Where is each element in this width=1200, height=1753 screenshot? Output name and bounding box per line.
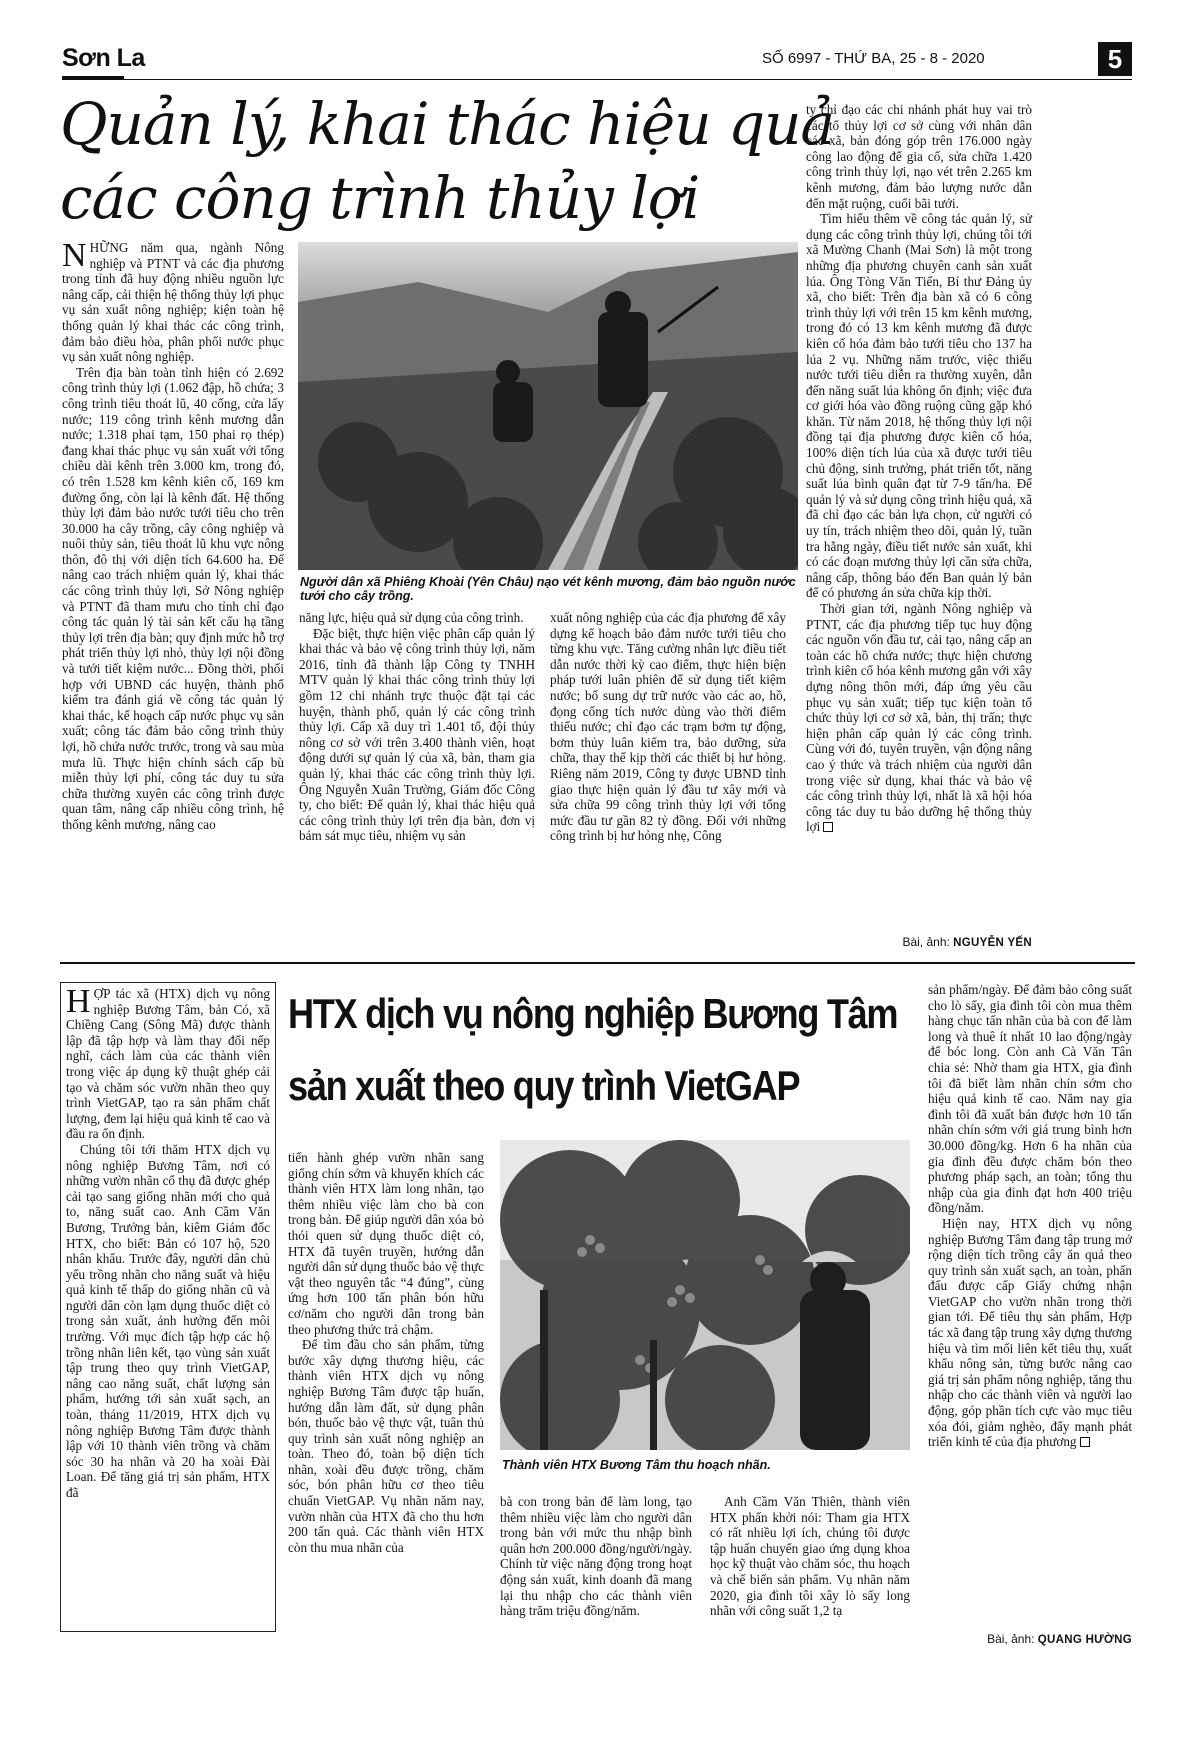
article2-paragraph — [928, 1216, 1132, 1450]
article1-title-line2: các công trình thủy lợi — [60, 164, 700, 232]
article2-column-5 — [928, 982, 1132, 1622]
article1-paragraph: Trên địa bàn toàn tỉnh hiện có 2.692 công trình thủy lợi (1.062 đập, hồ chứa; 3 công trình tiêu thoát lũ, 40 cống, cửa lấy nước; 119 công trình kênh mương dẫn nước; 1.318 phai tạm, 150 phai rọ thép) đang khai thác phục vụ sản xuất với tổng chiều dài kênh trên 3.000 km, trong đó, có trên 1.528 km kênh kiên cố, 169 km đường ống, còn lại là kênh đất. Hệ thống thủy lợi đảm bảo nước tưới tiêu cho trên 30.000 ha cây trồng, cây công nghiệp và nuôi thủy sản, tiêu thoát lũ khu vực nông thôn, đô thị với diện tích 64.600 ha. Để nâng cao trách nhiệm quản lý, khai thác các công trình thủy lợi, Sở Nông nghiệp và PTNT đã tham mưu cho tỉnh chỉ đạo công tác quản lý tài sản kết cấu hạ tầng thủy lợi trên địa bàn; quy định mức hỗ trợ phát triển thủy lợi nhỏ, thủy lợi nội đồng và tưới tiết kiệm nước... Đồng thời, phối hợp với UBND các huyện, thành phố kiểm tra đánh giá về công tác quản lý khai thác, kế hoạch cấp nước phục vụ sản xuất; công tác đảm bảo công trình thủy lợi, hồ chứa nước trước, trong và sau mùa mưa lũ. Thực hiện chính sách cấp bù miễn thủy lợi phí, công tác duy tu sửa chữa thường xuyên các công trình được quan tâm, nâng cấp nhiều công trình, hệ thống kênh mương, nâng cao — [62, 364, 284, 832]
article2-dropcap: H — [66, 983, 91, 1020]
byline-prefix: Bài, ảnh: — [902, 935, 954, 949]
header-rule — [62, 79, 1132, 80]
end-mark-icon — [823, 822, 833, 832]
article1-byline — [880, 935, 1032, 949]
irrigation-canal-image — [298, 242, 798, 570]
article1-photo-caption: Người dân xã Phiêng Khoài (Yên Châu) nạo vét kênh mương, đảm bảo nguồn nước tưới cho cây trồng. — [300, 575, 796, 603]
article2-column-3 — [500, 1494, 692, 1634]
article2-paragraph: ỢP tác xã (HTX) dịch vụ nông nghiệp Bương Tâm, bản Có, xã Chiềng Cang (Sông Mã) được thành lập đã tập hợp và làm thay đổi nếp nghĩ, cách làm của các thành viên trong việc áp dụng kỹ thuật ghép cải tạo và chăm sóc vườn nhãn theo quy trình VietGAP, tạo ra sản phẩm chất lượng, đem lại hiệu quả kinh tế cao và đầu ra ổn định. — [66, 986, 270, 1142]
article2-paragraph: tiến hành ghép vườn nhãn sang giống chín sớm và khuyến khích các thành viên HTX làm long nhãn, tạo thêm nhiều việc làm cho bà con trong bản. Để giúp người dân xóa bỏ thói quen sử dụng thuốc diệt cỏ, HTX đã tuyên truyền, hướng dẫn người dân sử dụng thuốc bảo vệ thực vật theo nguyên tắc “4 đúng”, cùng ứng hơn 100 tấn phân bón hữu cơ/năm cho người dân trong bản theo phương thức trả chậm. — [288, 1150, 484, 1337]
article2-paragraph: bà con trong bản để làm long, tạo thêm nhiều việc làm cho người dân trong bản với mức thu nhập bình quân hơn 200.000 đồng/người/ngày. Chính từ việc năng động trong hoạt động sản xuất, kinh doanh đã mang lại thu nhập cho các thành viên hàng trăm triệu đồng/năm. — [500, 1494, 692, 1619]
article1-column-3 — [550, 610, 786, 930]
article1-paragraph: xuất nông nghiệp của các địa phương để xây dựng kế hoạch bảo đảm nước tưới tiêu cho từng khu vực. Tăng cường nhân lực điều tiết dẫn nước thời kỳ cao điểm, thực hiện biện pháp tưới luân phiên để sử dụng tiết kiệm nước; bổ sung dự trữ nước vào các ao, hồ, đọng cống tích nước dùng vào thời điểm thiếu nước; chỉ đạo các trạm bơm tự động, bơm thủy luân kiểm tra, bảo dưỡng, sửa chữa, thay thế kịp thời các thiết bị hư hỏng. Riêng năm 2019, Công ty được UBND tỉnh giao thực hiện quản lý đầu tư xây mới và sửa chữa 99 công trình thủy lợi với tổng mức đầu tư gần 82 tỷ đồng. Đối với những công trình bị hư hỏng nhẹ, Công — [550, 610, 786, 844]
section-name: Sơn La — [62, 44, 145, 72]
article1-last-paragraph: Thời gian tới, ngành Nông nghiệp và PTNT, các địa phương tiếp tục huy động các nguồn vốn đầu tư, cải tạo, nâng cấp an toàn các hồ chứa nước; thực hiện chương trình kiên cố hóa kênh mương gắn với xây dựng nông thôn mới, đáp ứng yêu cầu phục vụ sản xuất; tiếp tục kiện toàn tổ chức thủy lợi cơ sở xã, bản, thị trấn; thực hiện phân cấp quản lý các công trình. Cùng với đó, tuyên truyền, vận động nâng cao ý thức và trách nhiệm của người dân trong việc sử dụng, khai thác và bảo vệ các công trình thủy lợi, nhất là xã hội hóa công tác duy tu bảo dưỡng hệ thống thủy lợi — [806, 601, 1032, 835]
article1-column-1 — [62, 237, 284, 930]
article2-column-1 — [66, 983, 270, 1626]
article1-paragraph: Tìm hiểu thêm về công tác quản lý, sử dụng các công trình thủy lợi, chúng tôi tới xã Mường Chanh (Mai Sơn) là một trong những địa phương chuyên canh sản xuất lúa. Ông Tòng Văn Tiến, Bí thư Đảng ủy xã, cho biết: Trên địa bàn xã có 6 công trình thủy lợi với trên 15 km kênh mương, trong đó có 13 km kênh mương đã được kiên cố hóa đảm bảo tưới tiêu cho 137 ha lúa 2 vụ. Những năm trước, việc thiếu nước tưới tiêu diễn ra thường xuyên, dẫn đến năng suất lúa không ổn định; việc đưa cơ giới hóa vào đồng ruộng cũng gặp khó khăn. Từ năm 2018, hệ thống thủy lợi nội đồng tại địa phương được kiên cố hóa, 100% diện tích lúa của xã được tưới tiêu chủ động, sinh trưởng, phát triển tốt, năng suất lúa bình quân đạt từ 7-9 tấn/ha. Để quản lý và sử dụng công trình hiệu quả, xã đã chỉ đạo các bản lựa chọn, cử người có uy tín, trách nhiệm theo dõi, quản lý, tuần tra hằng ngày, điều tiết nước sản xuất, khi có các đoạn mương thủy lợi cần sửa chữa, nâng cấp, thông báo đến Ban quản lý bản để có phương án sửa chữa kịp thời. — [806, 211, 1032, 601]
article2-title-line2: sản xuất theo quy trình VietGAP — [288, 1062, 800, 1109]
article2-paragraph: Anh Cầm Văn Thiên, thành viên HTX phấn khởi nói: Tham gia HTX có rất nhiều lợi ích, chúng tôi được tập huấn chuyển giao ứng dụng khoa học kỹ thuật vào chăm sóc, thu hoạch và chế biến sản phẩm. Vụ nhãn năm 2020, gia đình tôi xây lò sấy long nhãn với công suất 1,2 tạ — [710, 1494, 910, 1619]
issue-info: SỐ 6997 - THỨ BA, 25 - 8 - 2020 — [762, 50, 985, 67]
article2-last-paragraph: Hiện nay, HTX dịch vụ nông nghiệp Bương Tâm đang tập trung mở rộng diện tích trồng cây ăn quả theo quy trình sản xuất sạch, an toàn, phấn đấu được cấp Giấy chứng nhận VietGAP cho vườn nhãn trong thời gian tới. Để tiêu thụ sản phẩm, Hợp tác xã đang tập trung xây dựng thương hiệu và tìm mối liên kết tiêu thụ, xuất khẩu nông sản, từng bước nâng cao giá trị sản phẩm nông nghiệp, tăng thu nhập cho các thành viên và người lao động, góp phần tích cực vào mục tiêu xóa đói, giảm nghèo, đẩy mạnh phát triển kinh tế của địa phương — [928, 1215, 1133, 1450]
article2-title-line1: HTX dịch vụ nông nghiệp Bương Tâm — [288, 990, 898, 1037]
article-separator — [60, 962, 1135, 964]
byline-prefix: Bài, ảnh: — [987, 1632, 1038, 1646]
article1-title-line1: Quản lý, khai thác hiệu quả — [60, 90, 835, 158]
article1-paragraph: HỮNG năm qua, ngành Nông nghiệp và PTNT và các địa phương trong tỉnh đã huy động nhiều nguồn lực nâng cấp, cải thiện hệ thống thủy lợi phục vụ sản xuất nông nghiệp; kiện toàn hệ thống quản lý khai thác các công trình, đảm bảo điều hòa, phân phối nước phục vụ sản xuất nông nghiệp. — [62, 240, 284, 365]
longan-harvest-image — [500, 1140, 910, 1450]
article1-column-4 — [806, 102, 1032, 932]
article2-paragraph: Chúng tôi tới thăm HTX dịch vụ nông nghiệp Bương Tâm, nơi có những vườn nhãn cổ thụ đã được ghép cải tạo sang giống nhãn mới cho quả to, năng suất cao. Anh Cầm Văn Bương, Trưởng bản, kiêm Giám đốc HTX, cho biết: Bản có 107 hộ, 520 nhân khẩu. Trước đây, người dân chủ yếu trồng nhãn cho năng suất và hiệu quả kinh tế thấp do giống nhãn cũ và người dân còn lạm dụng thuốc diệt cỏ trong sản xuất, ảnh hưởng đến môi trường. Với mục đích tập hợp các hộ trồng nhãn liên kết, tạo vùng sản xuất tập trung theo quy trình VietGAP, nâng cao năng suất, chất lượng sản phẩm, hướng tới sản xuất sạch, an toàn, tháng 11/2019, HTX dịch vụ nông nghiệp Bương Tâm được thành lập với 10 thành viên trồng và chăm sóc 30 ha nhãn và 20 ha xoài Đài Loan. Để tăng giá trị sản phẩm, HTX đã — [66, 1141, 270, 1500]
article2-column-4 — [710, 1494, 910, 1634]
article1-paragraph: Đặc biệt, thực hiện việc phân cấp quản lý khai thác và bảo vệ công trình thủy lợi, năm 2016, tỉnh đã thành lập Công ty TNHH MTV quản lý khai thác công trình thủy lợi gồm 12 chi nhánh trực thuộc đặt tại các huyện, thành phố, quản lý các công trình thủy lợi. Cấp xã duy trì 1.401 tổ, đội thủy nông cơ sở với trên 3.400 thành viên, hoạt động dưới sự quản lý của xã, bản, tham gia quản lý, khai thác các công trình thủy lợi. Ông Nguyễn Xuân Trường, Giám đốc Công ty, cho biết: Để quản lý, khai thác hiệu quả các công trình thủy lợi trên địa bàn, đơn vị bám sát mục tiêu, nhiệm vụ sản — [299, 625, 535, 844]
article2-paragraph: sản phẩm/ngày. Để đảm bảo công suất cho lò sấy, gia đình tôi còn mua thêm hàng chục tấn nhãn của bà con để làm long và thuê ít nhất 10 lao động/ngày để bóc long. Còn anh Cà Văn Tân chia sẻ: Nhờ tham gia HTX, gia đình tôi đã biết làm nhãn chín sớm cho hiệu quả kinh tế cao. Năm nay gia đình tôi đã xuất bán được hơn 10 tấn nhãn chín sớm với giá trung bình hơn 30.000 đồng/kg. Hơn 6 ha nhãn của gia đình đều được chăm bón theo phương pháp sạch, an toàn; tổng thu nhập của gia đình đạt hơn 400 triệu đồng/năm. — [928, 982, 1132, 1216]
article1-paragraph: ty chỉ đạo các chi nhánh phát huy vai trò các tổ thủy lợi cơ sở cùng với nhân dân các xã, bản đóng góp trên 176.000 ngày công lao động để gia cố, sửa chữa 1.420 công trình thủy lợi, nạo vét trên 2.265 km kênh mương, đảm bảo lượng nước dẫn đến mặt ruộng, cuối bãi tưới. — [806, 102, 1032, 211]
article1-paragraph: năng lực, hiệu quả sử dụng của công trình. — [299, 610, 524, 625]
article2-photo — [500, 1140, 910, 1450]
article1-photo — [298, 242, 798, 570]
article2-column-2 — [288, 1150, 484, 1630]
article1-paragraph — [806, 601, 1032, 835]
article1-column-2 — [299, 610, 535, 930]
article2-byline — [960, 1632, 1132, 1646]
article1-dropcap: N — [62, 237, 87, 274]
article2-paragraph: Để tìm đầu cho sản phẩm, từng bước xây dựng thương hiệu, các thành viên HTX dịch vụ nông nghiệp Bương Tâm được tập huấn, hướng dẫn làm đất, sử dụng phân bón, thuốc bảo vệ thực vật, tuân thủ quy trình sản xuất nông nghiệp an toàn. Theo đó, toàn bộ diện tích nhãn, xoài đều được trồng, chăm sóc, bón phân hữu cơ theo tiêu chuẩn VietGAP. Vụ nhãn năm nay, vườn nhãn của HTX đã cho thu hơn 200 tấn quả. Các thành viên HTX còn thu mua nhãn của — [288, 1337, 484, 1555]
end-mark-icon — [1080, 1437, 1090, 1447]
page-number: 5 — [1098, 42, 1132, 76]
article2-photo-caption: Thành viên HTX Bương Tâm thu hoạch nhãn. — [502, 1458, 771, 1472]
byline-author: NGUYỄN YẾN — [953, 937, 1032, 949]
byline-author: QUANG HƯỜNG — [1037, 1634, 1132, 1646]
